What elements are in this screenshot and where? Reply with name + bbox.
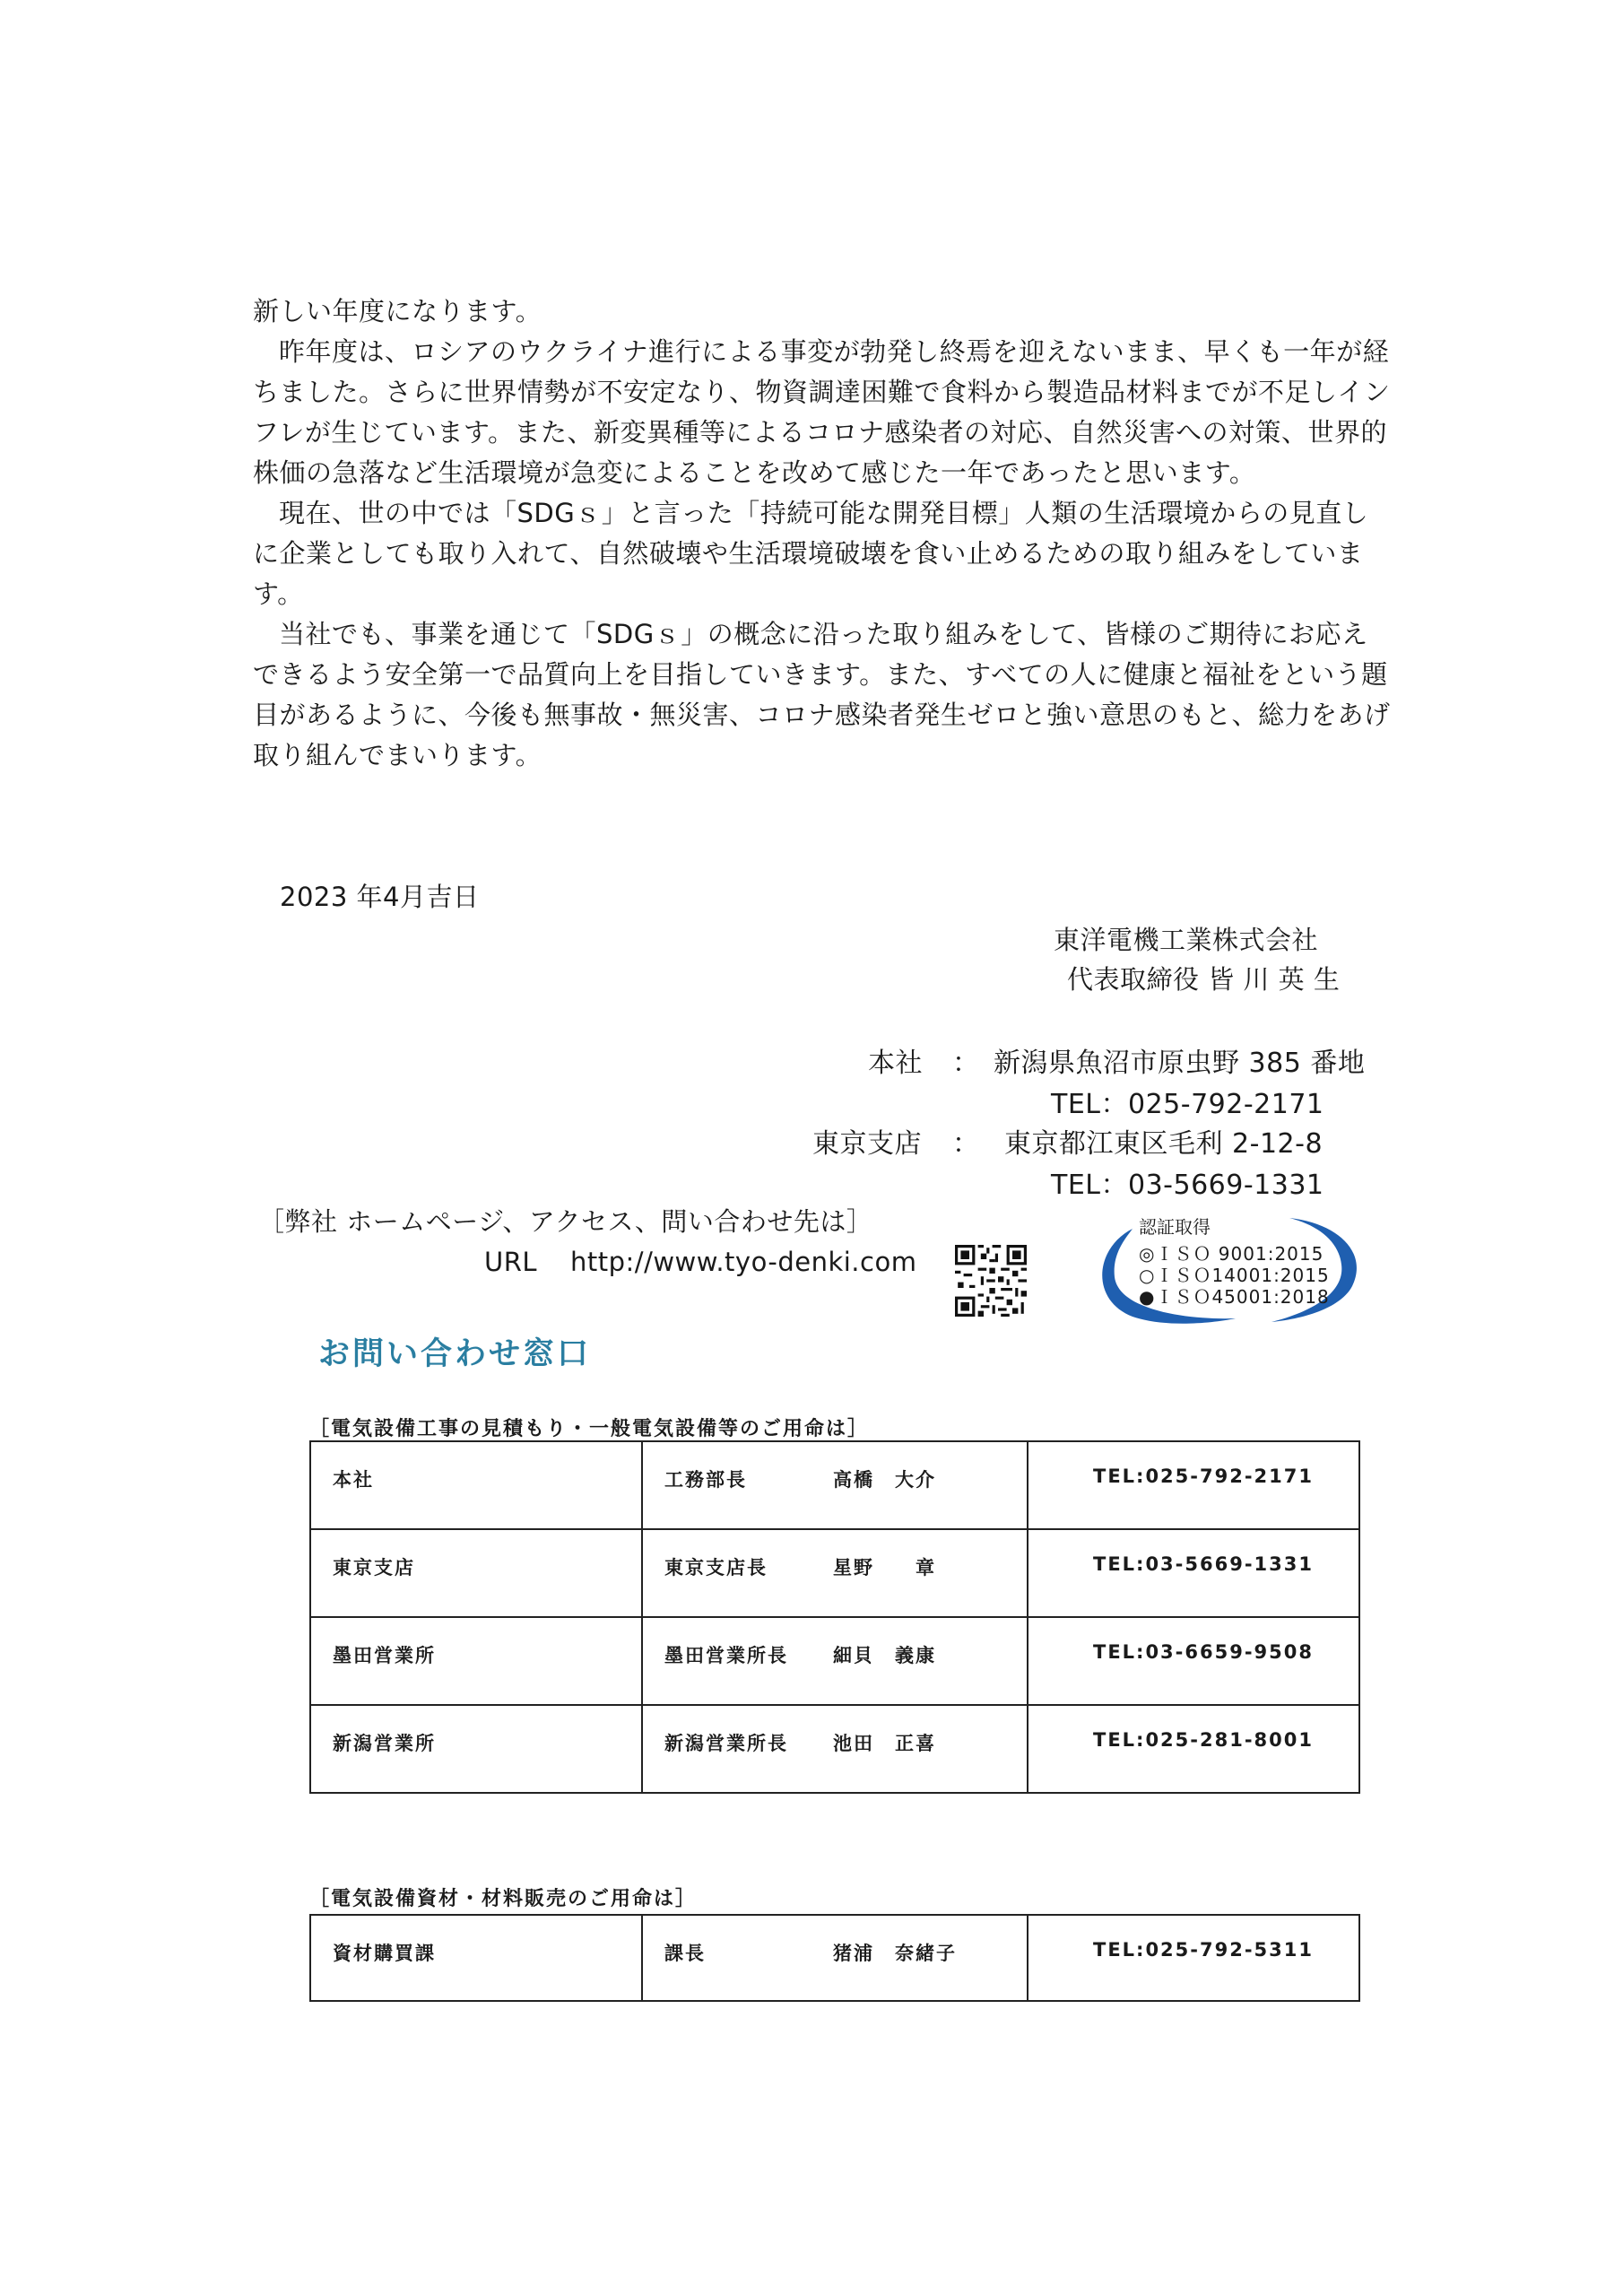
iso-9001: ◎ＩＳＯ 9001:2015 — [1139, 1243, 1324, 1265]
person-cell — [642, 1529, 1028, 1617]
homepage-url[interactable]: http://www.tyo-denki.com — [570, 1247, 917, 1277]
office-cell: 墨田営業所 — [310, 1617, 642, 1705]
head-office-tel: TEL：025-792-2171 — [1051, 1089, 1324, 1120]
position-label: 墨田営業所長 — [664, 1645, 788, 1666]
contact-section-title: お問い合わせ窓口 — [318, 1336, 592, 1372]
office-cell: 資材購買課 — [310, 1915, 642, 2001]
construction-contact-table — [309, 1440, 1360, 1794]
office-cell: 東京支店 — [310, 1529, 642, 1617]
tel-cell[interactable]: TEL:03-6659-9508 — [1028, 1617, 1359, 1705]
table-row — [310, 1915, 1359, 2001]
person-cell — [642, 1441, 1028, 1529]
table-row — [310, 1529, 1359, 1617]
iso-14001: ○ＩＳＯ14001:2015 — [1139, 1265, 1330, 1286]
head-office-address: 新潟県魚沼市原虫野 385 番地 — [994, 1048, 1366, 1079]
person-name: 池田 正喜 — [833, 1733, 936, 1754]
position-label: 工務部長 — [664, 1469, 747, 1491]
tokyo-branch-colon: ： — [952, 1128, 979, 1160]
letter-date: 2023 年4月吉日 — [280, 882, 480, 912]
table-row — [310, 1441, 1359, 1529]
person-name: 高橋 大介 — [833, 1469, 936, 1491]
tel-cell[interactable]: TEL:03-5669-1331 — [1028, 1529, 1359, 1617]
table1-caption: ［電気設備工事の見積もり・一般電気設備等のご用命は］ — [309, 1418, 870, 1440]
iso-certification-badge — [1083, 1213, 1370, 1329]
position-label: 新潟営業所長 — [664, 1733, 788, 1754]
tokyo-branch-address: 東京都江東区毛利 2-12-8 — [1004, 1128, 1324, 1160]
paragraph-world-situation: 昨年度は、ロシアのウクライナ進行による事変が勃発し終焉を迎えないまま、早くも一年が経ちました。さらに世界情勢が不安定なり、物資調達困難で食料から製造品材料までが不足しインフレが生じています。また、新変異種等によるコロナ感染者の対応、自然災害への対策、世界的株価の急落など生活環境が急変によることを改めて感じた一年であったと思います。 — [253, 336, 1391, 488]
letter-body — [253, 291, 1392, 776]
materials-contact-table — [309, 1914, 1360, 2002]
tel-cell[interactable]: TEL:025-792-2171 — [1028, 1441, 1359, 1529]
person-name: 細貝 義康 — [833, 1645, 936, 1666]
qr-code-icon — [955, 1245, 1027, 1317]
position-label: 東京支店長 — [664, 1557, 768, 1578]
person-cell — [642, 1915, 1028, 2001]
homepage-note: ［弊社 ホームページ、アクセス、問い合わせ先は］ — [258, 1206, 873, 1237]
person-name: 星野 章 — [833, 1557, 936, 1578]
person-cell — [642, 1705, 1028, 1793]
table-row — [310, 1705, 1359, 1793]
paragraph-company-commitment: 当社でも、事業を通じて「SDGｓ」の概念に沿った取り組みをして、皆様のご期待にお応えできるよう安全第一で品質向上を目指していきます。また、すべての人に健康と福祉をという題目があるように、今後も無事故・無災害、コロナ感染者発生ゼロと強い意思のもと、総力をあげ取り組んでまいります。 — [253, 619, 1391, 770]
paragraph-sdgs: 現在、世の中では「SDGｓ」と言った「持続可能な開発目標」人類の生活環境からの見直しに企業としても取り入れて、自然破壊や生活環境破壊を食い止めるための取り組みをしています。 — [253, 498, 1369, 609]
representative-name: 代表取締役 皆 川 英 生 — [1067, 964, 1341, 995]
office-cell: 本社 — [310, 1441, 642, 1529]
head-office-colon: ： — [952, 1048, 979, 1079]
certification-title: 認証取得 — [1139, 1216, 1211, 1238]
table2-caption: ［電気設備資材・材料販売のご用命は］ — [309, 1888, 698, 1910]
office-cell: 新潟営業所 — [310, 1705, 642, 1793]
tel-cell[interactable]: TEL:025-792-5311 — [1028, 1915, 1359, 2001]
person-name: 猪浦 奈緒子 — [833, 1943, 957, 1964]
company-name: 東洋電機工業株式会社 — [1054, 925, 1319, 955]
table-row — [310, 1617, 1359, 1705]
paragraph-greeting: 新しい年度になります。 — [253, 296, 542, 326]
tel-cell[interactable]: TEL:025-281-8001 — [1028, 1705, 1359, 1793]
iso-45001: ●ＩＳＯ45001:2018 — [1139, 1286, 1330, 1308]
url-label: URL — [484, 1247, 538, 1277]
tokyo-branch-tel: TEL：03-5669-1331 — [1051, 1170, 1324, 1201]
position-label: 課長 — [664, 1943, 706, 1964]
person-cell — [642, 1617, 1028, 1705]
tokyo-branch-label: 東京支店 — [812, 1128, 922, 1160]
head-office-label: 本社 — [868, 1048, 923, 1079]
